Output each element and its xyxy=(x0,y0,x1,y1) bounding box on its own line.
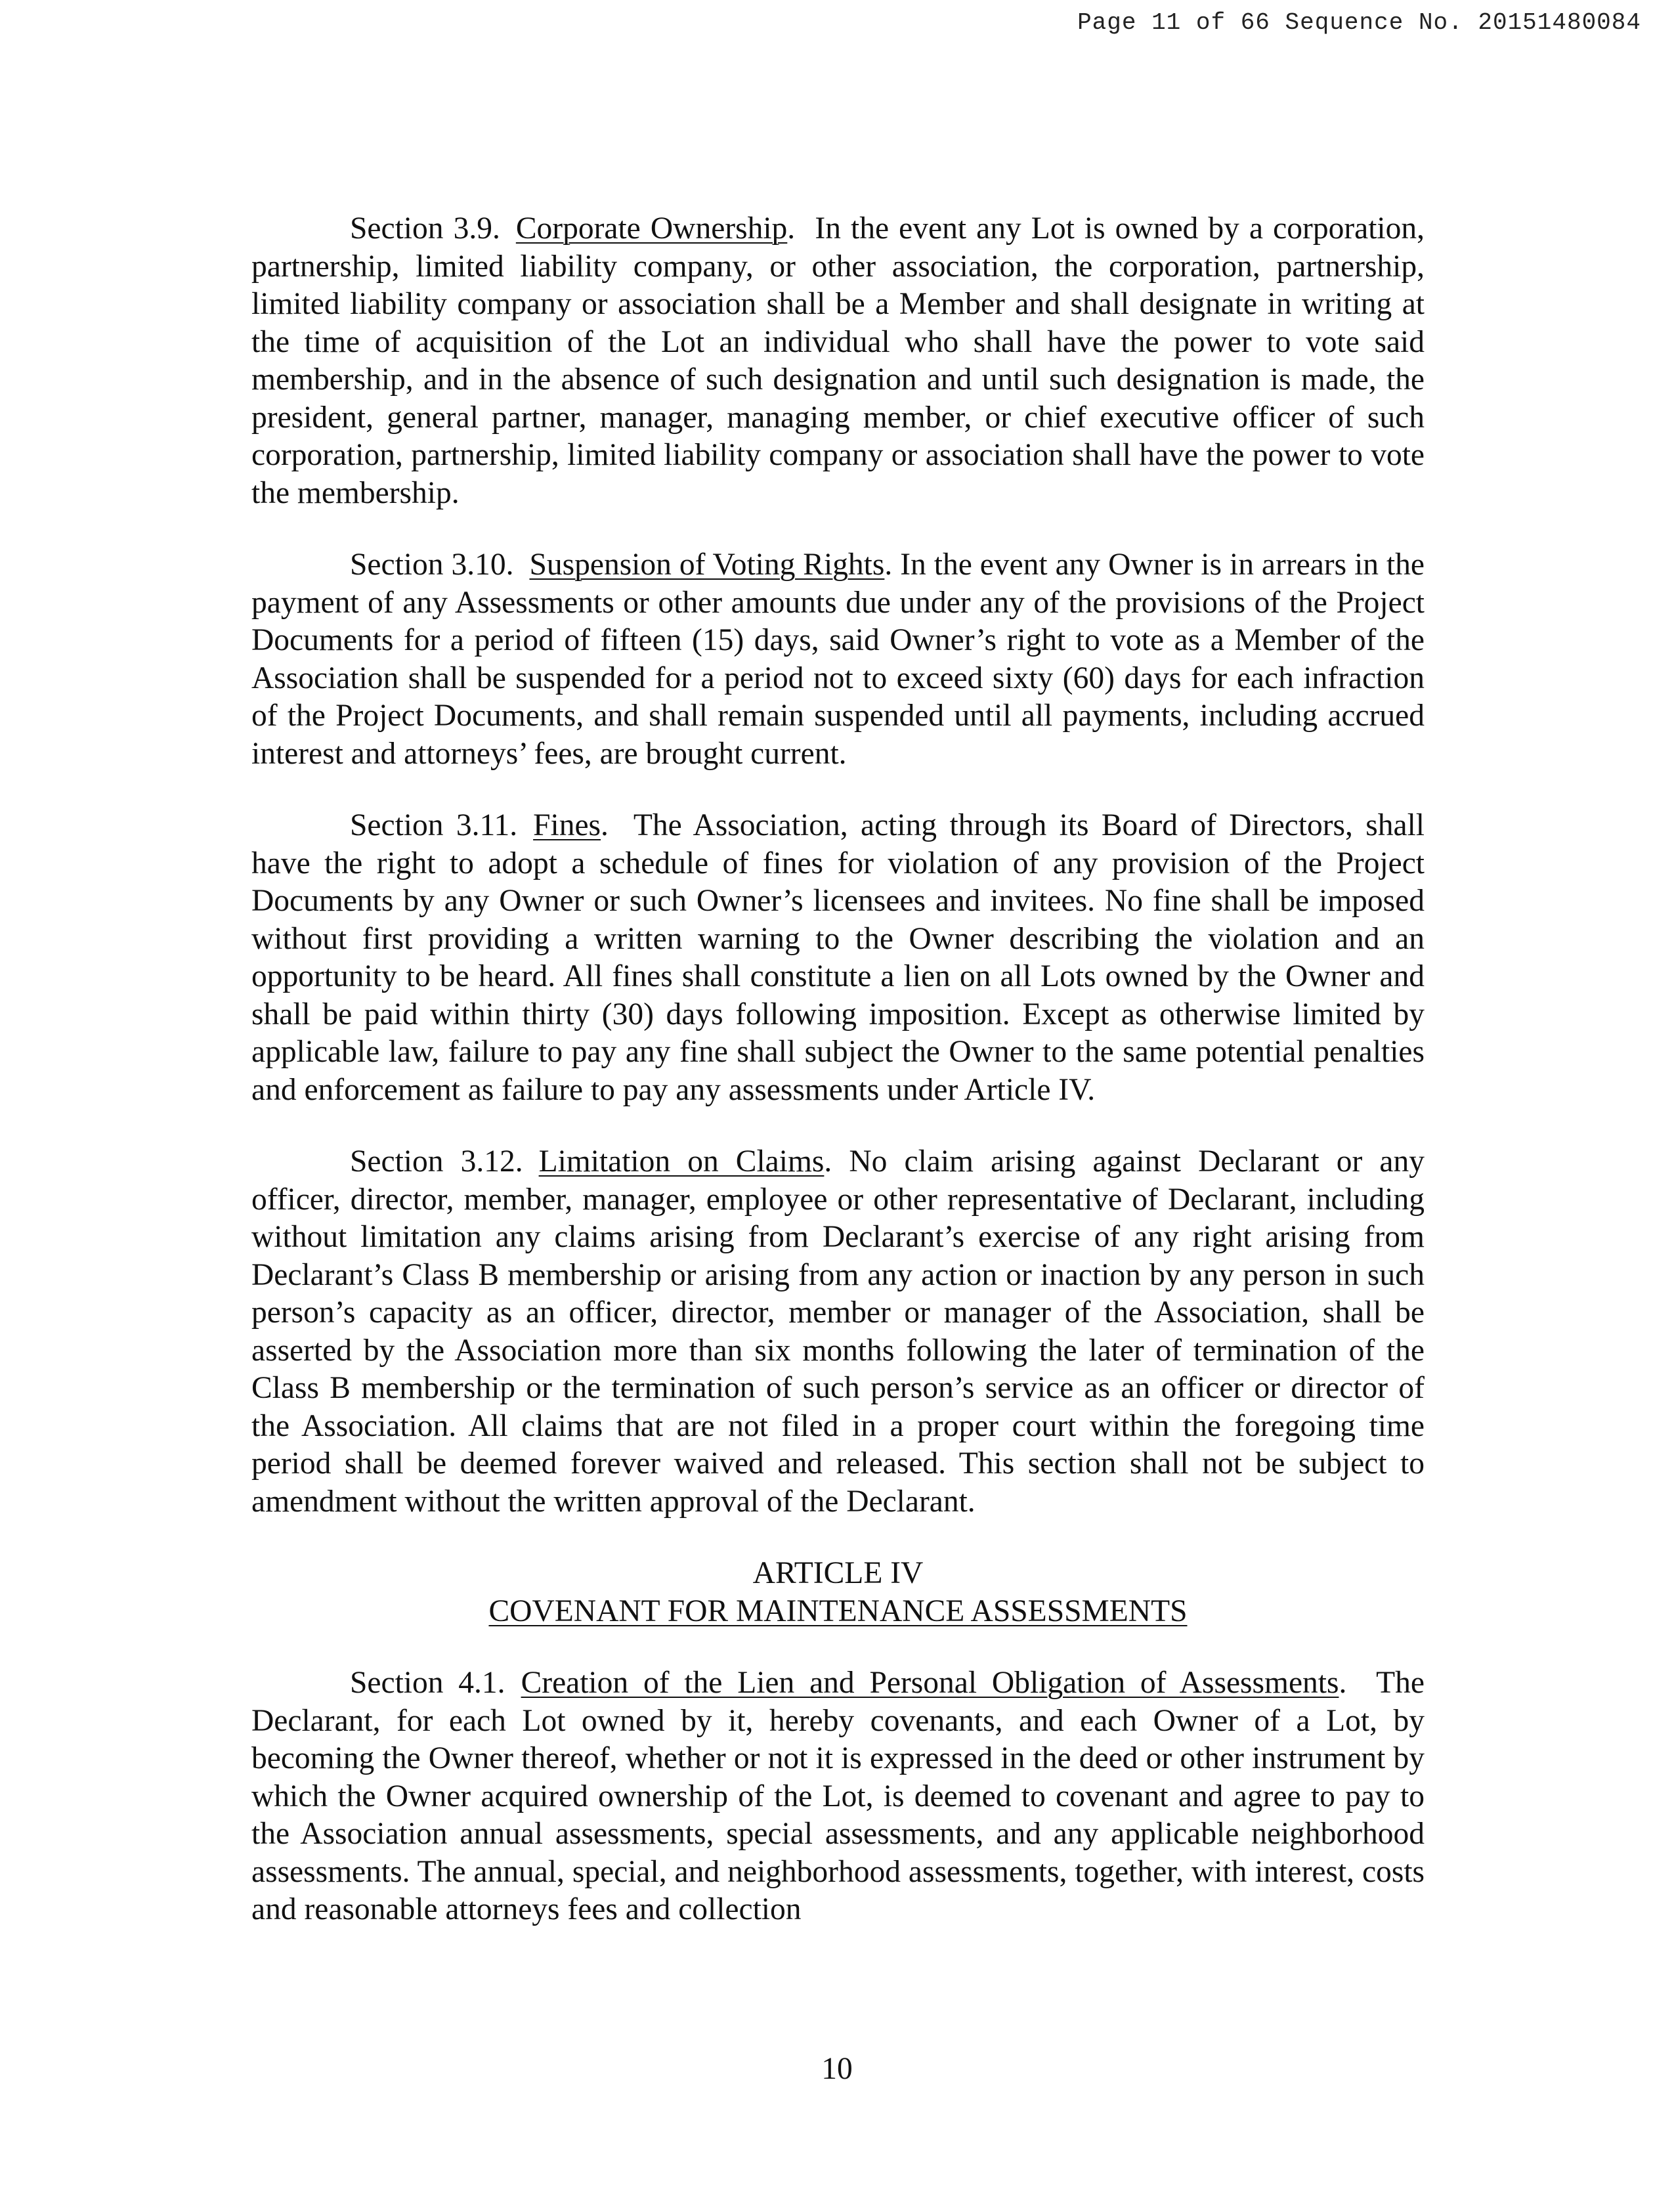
section-3-12: Section 3.12. Limitation on Claims. No claim arising against Declarant or any officer, director, member, manager, employee or other representative of Declarant, including without limitation any claims arising from Declarant’s exercise of any right arising from Declarant’s Class B membership or arising from any action or inaction by any person in such person’s capacity as an officer, director, member or manager of the Association, shall be asserted by the Association more than six months following the later of termination of the Class B membership or the termination of such person’s service as an officer or director of the Association. All claims that are not filed in a proper court within the foregoing time period shall be deemed forever waived and released. This section shall not be subject to amendment without the written approval of the Declarant. xyxy=(251,1144,1425,1519)
section-title: Suspension of Voting Rights xyxy=(529,548,885,582)
section-body: In the event any Lot is owned by a corporation, partnership, limited liability company, or other association, the corporation, partnership, limited liability company or association shall be a Member and shall designate in writing at the time of acquisition of the Lot an individual who shall have the power to vote said membership, and in the absence of such designation and until such designation is made, the president, general partner, manager, managing member, or chief executive officer of such corporation, partnership, limited liability company or association shall have the power to vote the membership. xyxy=(251,211,1425,510)
section-3-11: Section 3.11. Fines. The Association, acting through its Board of Directors, shall have the right to adopt a schedule of fines for violation of any provision of the Project Documents by any Owner or such Owner’s licensees and invitees. No fine shall be imposed without first providing a written warning to the Owner describing the violation and an opportunity to be heard. All fines shall constitute a lien on all Lots owned by the Owner and shall be paid within thirty (30) days following imposition. Except as otherwise limited by applicable law, failure to pay any fine shall subject the Owner to the same potential penalties and enforcement as failure to pay any assessments under Article IV. xyxy=(251,808,1425,1107)
section-title: Creation of the Lien and Personal Obligation of Assessments xyxy=(521,1666,1339,1700)
section-number: Section 3.10. xyxy=(350,548,514,582)
article-heading xyxy=(251,1555,1425,1630)
section-body: The Association, acting through its Board of Directors, shall have the right to adopt a schedule of fines for violation of any provision of the Project Documents by any Owner or such Owner’s licensees and invitees. No fine shall be imposed without first providing a written warning to the Owner describing the violation and an opportunity to be heard. All fines shall constitute a lien on all Lots owned by the Owner and shall be paid within thirty (30) days following imposition. Except as otherwise limited by applicable law, failure to pay any fine shall subject the Owner to the same potential penalties and enforcement as failure to pay any assessments under Article IV. xyxy=(251,808,1425,1107)
section-number: Section 3.9. xyxy=(350,211,500,246)
section-title: Fines xyxy=(533,808,601,842)
section-3-9: Section 3.9. Corporate Ownership. In the event any Lot is owned by a corporation, partnership, limited liability company, or other association, the corporation, partnership, limited liability company or association shall be a Member and shall designate in writing at the time of acquisition of the Lot an individual who shall have the power to vote said membership, and in the absence of such designation and until such designation is made, the president, general partner, manager, managing member, or chief executive officer of such corporation, partnership, limited liability company or association shall have the power to vote the membership. xyxy=(251,211,1425,510)
section-number: Section 3.11. xyxy=(350,808,518,842)
section-title: Limitation on Claims xyxy=(538,1144,825,1179)
section-3-10: Section 3.10. Suspension of Voting Rights. In the event any Owner is in arrears in the payment of any Assessments or other amounts due under any of the provisions of the Project Documents for a period of fifteen (15) days, said Owner’s right to vote as a Member of the Association shall be suspended for a period not to exceed sixty (60) days for each infraction of the Project Documents, and shall remain suspended until all payments, including accrued interest and attorneys’ fees, are brought current. xyxy=(251,548,1425,771)
section-body: No claim arising against Declarant or any officer, director, member, manager, employee or other representative of Declarant, including without limitation any claims arising from Declarant’s exercise of any right arising from Declarant’s Class B membership or arising from any action or inaction by any person in such person’s capacity as an officer, director, member or manager of the Association, shall be asserted by the Association more than six months following the later of termination of the Class B membership or the termination of such person’s service as an officer or director of the Association. All claims that are not filed in a proper court within the foregoing time period shall be deemed forever waived and released. This section shall not be subject to amendment without the written approval of the Declarant. xyxy=(251,1144,1425,1519)
page-sequence-stamp: Page 11 of 66 Sequence No. 20151480084 xyxy=(1077,9,1641,36)
page-number: 10 xyxy=(821,2052,853,2086)
section-number: Section 4.1. xyxy=(350,1666,505,1700)
section-title: Corporate Ownership xyxy=(515,211,788,246)
section-body: The Declarant, for each Lot owned by it, hereby covenants, and each Owner of a Lot, by becoming the Owner thereof, whether or not it is expressed in the deed or other instrument by which the Owner acquired ownership of the Lot, is deemed to covenant and agree to pay to the Association annual assessments, special assessments, and any applicable neighborhood assessments. The annual, special, and neighborhood assessments, together, with interest, costs and reasonable attorneys fees and collection xyxy=(251,1666,1425,1926)
article-label: ARTICLE IV xyxy=(752,1556,924,1590)
article-title: COVENANT FOR MAINTENANCE ASSESSMENTS xyxy=(488,1594,1188,1628)
section-number: Section 3.12. xyxy=(350,1144,523,1179)
document-body xyxy=(251,210,1425,1963)
section-4-1: Section 4.1. Creation of the Lien and Personal Obligation of Assessments. The Declarant, for each Lot owned by it, hereby covenants, and each Owner of a Lot, by becoming the Owner thereof, whether or not it is expressed in the deed or other instrument by which the Owner acquired ownership of the Lot, is deemed to covenant and agree to pay to the Association annual assessments, special assessments, and any applicable neighborhood assessments. The annual, special, and neighborhood assessments, together, with interest, costs and reasonable attorneys fees and collection xyxy=(251,1666,1425,1926)
section-body: In the event any Owner is in arrears in the payment of any Assessments or other amounts due under any of the provisions of the Project Documents for a period of fifteen (15) days, said Owner’s right to vote as a Member of the Association shall be suspended for a period not to exceed sixty (60) days for each infraction of the Project Documents, and shall remain suspended until all payments, including accrued interest and attorneys’ fees, are brought current. xyxy=(251,548,1425,771)
